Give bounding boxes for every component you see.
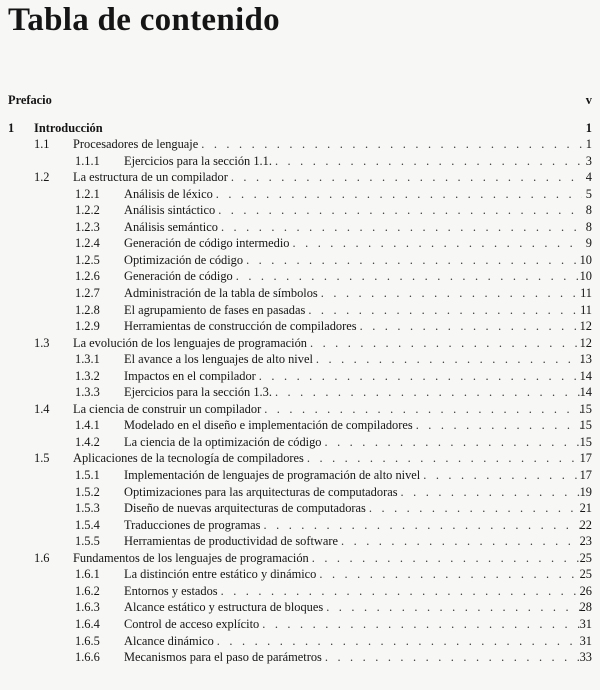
toc-leader-dots: [369, 500, 582, 517]
toc-entry[interactable]: [0, 219, 600, 236]
toc-entry-page: 33: [579, 650, 592, 665]
toc-entry-number: 1.6: [34, 550, 50, 565]
toc-entry-number: 1.1.1: [75, 153, 100, 168]
toc-entry-page: 14: [579, 368, 592, 383]
toc-entry[interactable]: [0, 368, 600, 385]
toc-entry-label: Generación de código intermedio: [124, 236, 290, 251]
toc-entry[interactable]: [0, 583, 600, 600]
toc-entry-page: 19: [579, 484, 592, 499]
toc-leader-dots: [312, 550, 582, 567]
toc-leader-dots: [201, 136, 582, 153]
toc-entry-page: 23: [579, 534, 592, 549]
toc-entry-label: Fundamentos de los lenguajes de programación: [73, 550, 309, 565]
toc-leader-dots: [236, 268, 582, 285]
toc-entry[interactable]: [0, 136, 600, 153]
toc-entry-label: Diseño de nuevas arquitecturas de computadoras: [124, 501, 366, 516]
toc-entry-page: 31: [579, 633, 592, 648]
toc-leader-dots: [308, 302, 582, 319]
toc-entry[interactable]: [0, 285, 600, 302]
toc-entry-page: 17: [579, 468, 592, 483]
toc-entry-number: 1.6.5: [75, 633, 100, 648]
toc-entry-page: 26: [579, 583, 592, 598]
toc-entry[interactable]: [0, 268, 600, 285]
toc-entry-number: 1.2.2: [75, 203, 100, 218]
toc-entry[interactable]: [0, 616, 600, 633]
toc-entry-number: 1.6.3: [75, 600, 100, 615]
toc-entry-label: La evolución de los lenguajes de programación: [73, 335, 307, 350]
toc-entry-page: 3: [585, 153, 592, 168]
toc-entry-page: 25: [579, 550, 592, 565]
toc-entry-label: La ciencia de construir un compilador: [73, 401, 262, 416]
toc-leader-dots: [321, 285, 582, 302]
toc-entry-number: 1.6.1: [75, 567, 100, 582]
toc-preface[interactable]: [0, 92, 600, 109]
toc-entry-page: 13: [579, 352, 592, 367]
toc-entry[interactable]: [0, 202, 600, 219]
toc-leader-dots: [275, 153, 582, 170]
toc-entry[interactable]: [0, 186, 600, 203]
toc-entry[interactable]: [0, 318, 600, 335]
toc-entry[interactable]: [0, 417, 600, 434]
toc-entry-number: 1.5.2: [75, 484, 100, 499]
toc-preface-label: Prefacio: [8, 93, 52, 107]
toc-leader-dots: [221, 219, 582, 236]
toc-entry[interactable]: [0, 450, 600, 467]
toc-entry-label: Análisis de léxico: [124, 186, 213, 201]
toc-entry-page: 15: [579, 401, 592, 416]
toc-leader-dots: [325, 649, 582, 666]
toc-chapter-number: 1: [8, 120, 15, 135]
toc-entry-page: 10: [579, 252, 592, 267]
toc-entry-label: Análisis semántico: [124, 219, 218, 234]
toc-leader-dots: [293, 235, 583, 252]
toc-entry-label: Modelado en el diseño e implementación de compiladores: [124, 418, 413, 433]
toc-entry-number: 1.6.6: [75, 650, 100, 665]
toc-entry-page: 14: [579, 385, 592, 400]
toc-entry[interactable]: [0, 235, 600, 252]
toc-leader-dots: [401, 484, 582, 501]
toc-entry[interactable]: [0, 550, 600, 567]
toc-entry-label: Administración de la tabla de símbolos: [124, 286, 318, 301]
toc-entry-page: 17: [579, 451, 592, 466]
toc-entry-number: 1.3: [34, 335, 50, 350]
toc-entry-label: La ciencia de la optimización de código: [124, 434, 322, 449]
toc-entry-label: Análisis sintáctico: [124, 203, 216, 218]
toc-entry-number: 1.5: [34, 451, 50, 466]
toc-entry[interactable]: [0, 533, 600, 550]
toc-leader-dots: [310, 335, 582, 352]
toc-entry-page: 9: [585, 236, 592, 251]
toc-leader-dots: [231, 169, 582, 186]
toc-entry-number: 1.2.4: [75, 236, 100, 251]
toc-entry-page: 11: [580, 286, 592, 301]
toc-entry-number: 1.2: [34, 170, 50, 185]
toc-entry-page: 5: [585, 186, 592, 201]
toc-entry[interactable]: [0, 252, 600, 269]
toc-leader-dots: [316, 351, 582, 368]
toc-entry-label: Optimizaciones para las arquitecturas de computadoras: [124, 484, 398, 499]
toc-leader-dots: [341, 533, 582, 550]
toc-entry-number: 1.3.2: [75, 368, 100, 383]
toc-entry[interactable]: [0, 335, 600, 352]
toc-entry[interactable]: [0, 517, 600, 534]
toc-entry-page: 10: [579, 269, 592, 284]
toc-entry-number: 1.4.2: [75, 434, 100, 449]
toc-entry-label: Implementación de lenguajes de programación de alto nivel: [124, 468, 421, 483]
toc-entry-number: 1.1: [34, 137, 50, 152]
toc-entries: [0, 136, 600, 666]
toc-entry-page: 15: [579, 418, 592, 433]
toc-entry-number: 1.5.5: [75, 534, 100, 549]
toc-entry-number: 1.2.6: [75, 269, 100, 284]
toc-entry-number: 1.4.1: [75, 418, 100, 433]
toc-entry-number: 1.2.8: [75, 302, 100, 317]
toc-entry[interactable]: [0, 351, 600, 368]
toc-leader-dots: [275, 384, 582, 401]
toc-entry-number: 1.4: [34, 401, 50, 416]
toc-entry[interactable]: [0, 484, 600, 501]
toc-entry-label: La estructura de un compilador: [73, 170, 228, 185]
toc-entry-number: 1.2.1: [75, 186, 100, 201]
toc-entry[interactable]: [0, 434, 600, 451]
toc-entry-number: 1.2.5: [75, 252, 100, 267]
toc-entry[interactable]: [0, 467, 600, 484]
toc-entry-label: Ejercicios para la sección 1.3.: [124, 385, 272, 400]
toc-leader-dots: [218, 202, 582, 219]
toc-entry-label: Procesadores de lenguaje: [73, 137, 199, 152]
toc-entry-number: 1.3.3: [75, 385, 100, 400]
toc-entry-number: 1.5.4: [75, 517, 100, 532]
toc-leader-dots: [217, 633, 582, 650]
toc-leader-dots: [264, 517, 583, 534]
table-of-contents: [0, 92, 600, 666]
toc-entry-label: Mecanismos para el paso de parámetros: [124, 650, 322, 665]
toc-entry[interactable]: [0, 633, 600, 650]
toc-entry-label: Alcance estático y estructura de bloques: [124, 600, 324, 615]
toc-entry-number: 1.6.4: [75, 616, 100, 631]
toc-entry-label: Herramientas de construcción de compiladores: [124, 319, 357, 334]
toc-entry-label: Alcance dinámico: [124, 633, 214, 648]
toc-entry-label: Generación de código: [124, 269, 233, 284]
toc-entry-number: 1.2.7: [75, 286, 100, 301]
toc-entry[interactable]: [0, 302, 600, 319]
toc-chapter-page: 1: [585, 120, 592, 135]
toc-entry[interactable]: [0, 169, 600, 186]
toc-entry-page: 4: [585, 170, 592, 185]
toc-entry-number: 1.5.1: [75, 468, 100, 483]
toc-entry-label: La distinción entre estático y dinámico: [124, 567, 317, 582]
toc-entry[interactable]: [0, 401, 600, 418]
toc-entry-number: 1.2.3: [75, 219, 100, 234]
toc-entry-page: 21: [579, 501, 592, 516]
toc-leader-dots: [326, 599, 582, 616]
toc-leader-dots: [324, 434, 582, 451]
toc-entry-page: 28: [579, 600, 592, 615]
toc-leader-dots: [216, 186, 582, 203]
toc-leader-dots: [416, 417, 582, 434]
toc-entry-number: 1.3.1: [75, 352, 100, 367]
toc-entry-number: 1.5.3: [75, 501, 100, 516]
toc-entry-label: Control de acceso explícito: [124, 616, 260, 631]
toc-chapter-label: Introducción: [34, 120, 103, 135]
toc-entry[interactable]: [0, 500, 600, 517]
toc-entry[interactable]: [0, 649, 600, 666]
toc-entry-label: El agrupamiento de fases en pasadas: [124, 302, 306, 317]
toc-entry-label: Entornos y estados: [124, 583, 218, 598]
toc-entry-page: 8: [585, 203, 592, 218]
toc-entry[interactable]: [0, 599, 600, 616]
toc-leader-dots: [264, 401, 582, 418]
toc-entry[interactable]: [0, 153, 600, 170]
toc-entry[interactable]: [0, 384, 600, 401]
toc-entry-number: 1.2.9: [75, 319, 100, 334]
toc-entry-page: 25: [579, 567, 592, 582]
toc-entry-page: 11: [580, 302, 592, 317]
toc-entry-number: 1.6.2: [75, 583, 100, 598]
toc-chapter[interactable]: [0, 120, 600, 137]
toc-entry-label: El avance a los lenguajes de alto nivel: [124, 352, 313, 367]
toc-leader-dots: [246, 252, 582, 269]
toc-entry-label: Ejercicios para la sección 1.1.: [124, 153, 272, 168]
toc-entry-page: 12: [579, 319, 592, 334]
toc-leader-dots: [262, 616, 582, 633]
toc-entry-label: Optimización de código: [124, 252, 244, 267]
toc-entry-page: 12: [579, 335, 592, 350]
toc-entry-label: Aplicaciones de la tecnología de compiladores: [73, 451, 304, 466]
toc-leader-dots: [360, 318, 582, 335]
toc-entry-page: 22: [579, 517, 592, 532]
toc-entry-page: 1: [585, 137, 592, 152]
toc-entry[interactable]: [0, 566, 600, 583]
toc-entry-page: 31: [579, 616, 592, 631]
toc-entry-label: Traducciones de programas: [124, 517, 261, 532]
toc-entry-page: 8: [585, 219, 592, 234]
toc-entry-label: Impactos en el compilador: [124, 368, 256, 383]
toc-leader-dots: [319, 566, 582, 583]
toc-leader-dots: [307, 450, 582, 467]
toc-leader-dots: [423, 467, 582, 484]
toc-entry-page: 15: [579, 434, 592, 449]
page-title: Tabla de contenido: [8, 2, 280, 38]
toc-leader-dots: [259, 368, 582, 385]
toc-leader-dots: [221, 583, 582, 600]
toc-entry-label: Herramientas de productividad de software: [124, 534, 338, 549]
toc-preface-page: v: [585, 93, 592, 107]
